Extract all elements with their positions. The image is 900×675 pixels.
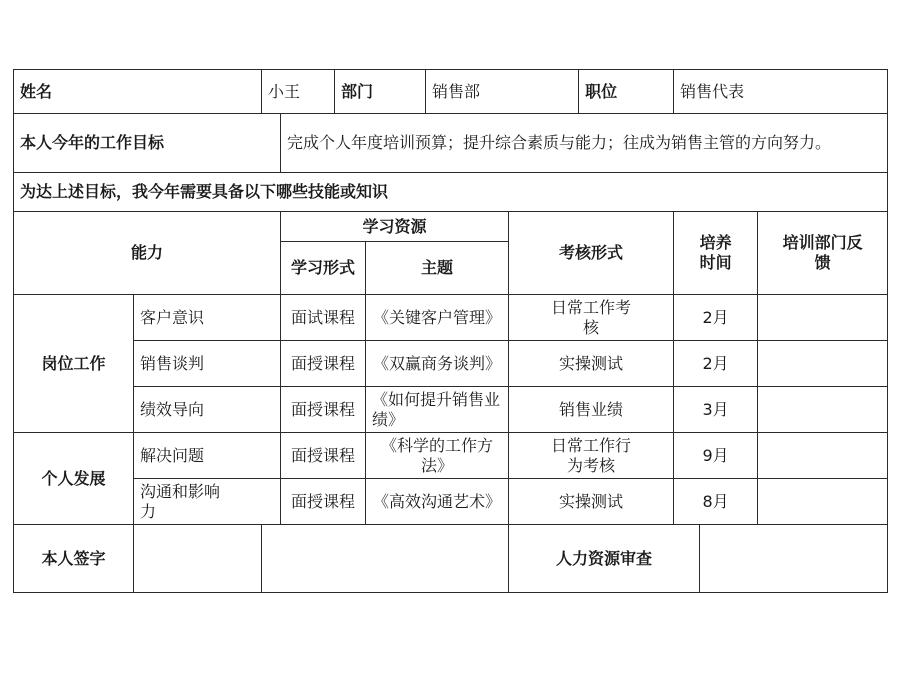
form-cell: 面授课程	[281, 433, 366, 479]
ability-cell: 客户意识	[134, 295, 281, 341]
time-cell: 2月	[674, 295, 758, 341]
time-cell: 3月	[674, 387, 758, 433]
topic-cell: 《如何提升销售业 绩》	[366, 387, 509, 433]
form-cell: 面授课程	[281, 479, 366, 525]
table-row	[14, 433, 888, 479]
feedback-cell	[758, 387, 888, 433]
form-cell: 面授课程	[281, 341, 366, 387]
hr-review-label: 人力资源审查	[509, 525, 700, 593]
table-row	[14, 295, 888, 341]
feedback-cell	[758, 295, 888, 341]
time-cell: 2月	[674, 341, 758, 387]
assessment-cell: 日常工作行 为考核	[509, 433, 674, 479]
time-cell: 9月	[674, 433, 758, 479]
group-label: 岗位工作	[14, 295, 134, 433]
hr-review-field[interactable]	[700, 525, 888, 593]
signature-blank-cell	[262, 525, 509, 593]
topic-header: 主题	[366, 242, 509, 295]
form-cell: 面授课程	[281, 387, 366, 433]
ability-cell: 销售谈判	[134, 341, 281, 387]
ability-cell: 绩效导向	[134, 387, 281, 433]
training-time-header: 培养 时间	[674, 212, 758, 295]
department-label: 部门	[335, 70, 426, 114]
name-value: 小王	[262, 70, 335, 114]
time-cell: 8月	[674, 479, 758, 525]
topic-cell: 《科学的工作方法》	[366, 433, 509, 479]
feedback-cell	[758, 341, 888, 387]
assessment-cell: 实操测试	[509, 479, 674, 525]
training-plan-table	[13, 69, 888, 593]
ability-cell: 沟通和影响 力	[134, 479, 281, 525]
assessment-cell: 实操测试	[509, 341, 674, 387]
position-value: 销售代表	[674, 70, 888, 114]
feedback-header: 培训部门反 馈	[758, 212, 888, 295]
ability-header: 能力	[14, 212, 281, 295]
name-label: 姓名	[14, 70, 262, 114]
group-label: 个人发展	[14, 433, 134, 525]
skills-heading: 为达上述目标，我今年需要具备以下哪些技能或知识	[14, 173, 888, 212]
table-row	[14, 341, 888, 387]
learning-form-header: 学习形式	[281, 242, 366, 295]
table-row	[14, 479, 888, 525]
signature-field[interactable]	[134, 525, 262, 593]
feedback-cell	[758, 433, 888, 479]
learning-resources-header: 学习资源	[281, 212, 509, 242]
topic-cell: 《关键客户管理》	[366, 295, 509, 341]
ability-cell: 解决问题	[134, 433, 281, 479]
topic-cell: 《高效沟通艺术》	[366, 479, 509, 525]
assessment-header: 考核形式	[509, 212, 674, 295]
department-value: 销售部	[426, 70, 579, 114]
feedback-cell	[758, 479, 888, 525]
assessment-cell: 日常工作考 核	[509, 295, 674, 341]
signature-label: 本人签字	[14, 525, 134, 593]
work-goal-label: 本人今年的工作目标	[14, 114, 281, 173]
assessment-cell: 销售业绩	[509, 387, 674, 433]
topic-cell: 《双赢商务谈判》	[366, 341, 509, 387]
position-label: 职位	[579, 70, 674, 114]
form-cell: 面试课程	[281, 295, 366, 341]
work-goal-value: 完成个人年度培训预算；提升综合素质与能力；往成为销售主管的方向努力。	[281, 114, 888, 173]
table-row	[14, 387, 888, 433]
training-plan-form	[13, 69, 888, 593]
